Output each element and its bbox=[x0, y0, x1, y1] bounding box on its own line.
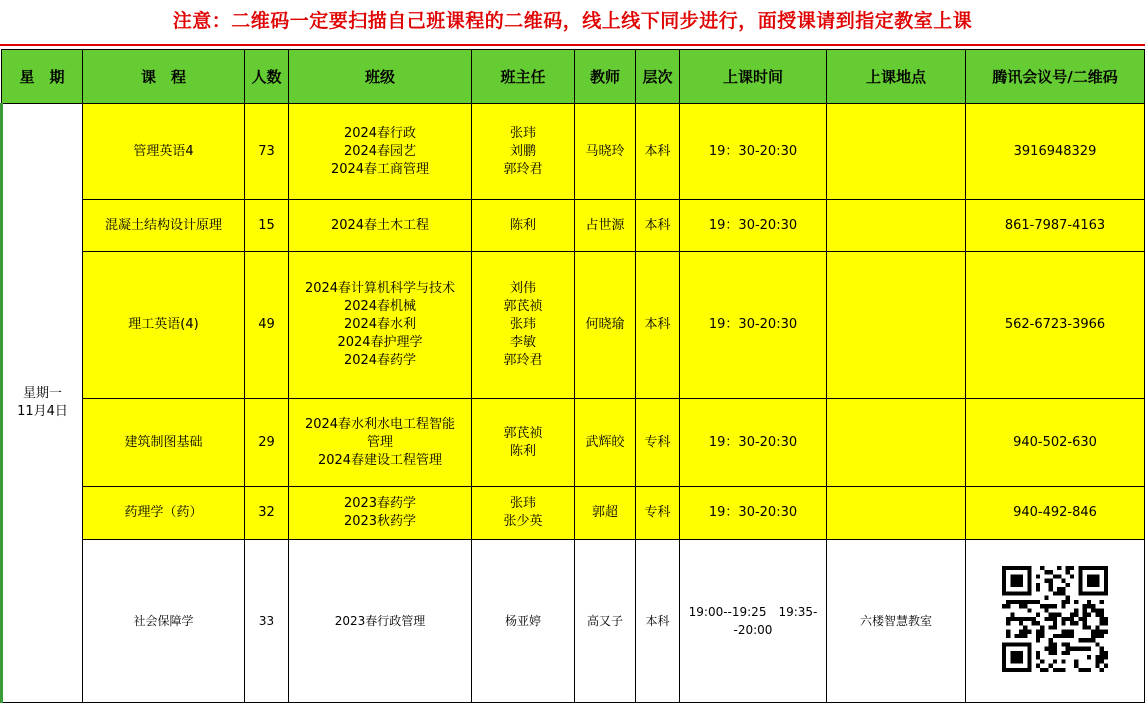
course-cell: 管理英语4 bbox=[83, 104, 245, 200]
class-line: 2023春药学 bbox=[343, 496, 417, 511]
time-line: -20:00 bbox=[733, 623, 773, 637]
qr-cell bbox=[966, 540, 1145, 703]
meeting-id-cell[interactable]: 940-492-846 bbox=[966, 487, 1145, 540]
header-meeting: 腾讯会议号/二维码 bbox=[966, 50, 1145, 104]
class-line: 2024春土木工程 bbox=[330, 217, 430, 233]
head-teacher-name: 郭芪祯 bbox=[503, 425, 543, 441]
place-cell bbox=[827, 252, 966, 399]
meeting-id-cell[interactable]: 861-7987-4163 bbox=[966, 200, 1145, 252]
level-cell: 本科 bbox=[636, 252, 680, 399]
course-cell: 社会保障学 bbox=[83, 540, 245, 703]
class-line: 2024春水利水电工程智能 bbox=[304, 416, 456, 432]
class-line: 2023春行政管理 bbox=[334, 614, 426, 628]
teacher-cell: 郭超 bbox=[575, 487, 636, 540]
head-teacher-cell bbox=[472, 487, 575, 540]
place-cell: 六楼智慧教室 bbox=[827, 540, 966, 703]
time-cell bbox=[680, 540, 827, 703]
class-line: 2024春行政 bbox=[343, 125, 417, 141]
header-teacher: 教师 bbox=[575, 50, 636, 104]
head-teacher-name: 杨亚婷 bbox=[504, 614, 541, 628]
head-teacher-name: 张少英 bbox=[503, 514, 543, 529]
teacher-cell: 马晓玲 bbox=[575, 104, 636, 200]
head-teacher-cell bbox=[472, 200, 575, 252]
table-row bbox=[2, 487, 1145, 540]
head-teacher-cell bbox=[472, 540, 575, 703]
header-head-teacher: 班主任 bbox=[472, 50, 575, 104]
class-line: 2024春药学 bbox=[343, 353, 417, 368]
teacher-cell: 武辉皎 bbox=[575, 399, 636, 487]
class-cell bbox=[289, 200, 472, 252]
head-teacher-name: 张玮 bbox=[509, 317, 536, 332]
time-line: 19:00--19:25 19:35- bbox=[688, 605, 818, 619]
count-cell: 32 bbox=[245, 487, 289, 540]
count-cell: 29 bbox=[245, 399, 289, 487]
head-teacher-cell bbox=[472, 252, 575, 399]
class-line: 2024春建设工程管理 bbox=[317, 452, 443, 468]
head-teacher-name: 郭芪祯 bbox=[503, 299, 543, 314]
header-place: 上课地点 bbox=[827, 50, 966, 104]
class-cell bbox=[289, 540, 472, 703]
course-cell: 混凝土结构设计原理 bbox=[83, 200, 245, 252]
meeting-id-cell[interactable]: 562-6723-3966 bbox=[966, 252, 1145, 399]
class-line: 2024春计算机科学与技术 bbox=[304, 281, 456, 296]
head-teacher-cell bbox=[472, 399, 575, 487]
table-row bbox=[2, 399, 1145, 487]
head-teacher-name: 张玮 bbox=[509, 125, 536, 141]
head-teacher-name: 郭玲君 bbox=[503, 161, 543, 177]
qr-code-icon[interactable] bbox=[1002, 566, 1108, 672]
place-cell bbox=[827, 200, 966, 252]
header-day: 星 期 bbox=[2, 50, 83, 104]
place-cell bbox=[827, 104, 966, 200]
table-row bbox=[2, 540, 1145, 703]
day-date: 11月4日 bbox=[17, 404, 68, 419]
class-line: 2023秋药学 bbox=[343, 514, 417, 529]
class-cell bbox=[289, 399, 472, 487]
head-teacher-name: 郭玲君 bbox=[503, 353, 543, 368]
level-cell: 专科 bbox=[636, 487, 680, 540]
schedule-table bbox=[0, 49, 1145, 703]
header-row bbox=[2, 50, 1145, 104]
course-cell: 建筑制图基础 bbox=[83, 399, 245, 487]
place-cell bbox=[827, 399, 966, 487]
place-cell bbox=[827, 487, 966, 540]
class-line: 2024春园艺 bbox=[343, 143, 417, 159]
class-line: 2024春机械 bbox=[343, 299, 417, 314]
header-level: 层次 bbox=[636, 50, 680, 104]
head-teacher-name: 陈利 bbox=[509, 443, 536, 459]
table-row bbox=[2, 200, 1145, 252]
course-cell: 药理学（药） bbox=[83, 487, 245, 540]
meeting-id-cell[interactable]: 3916948329 bbox=[966, 104, 1145, 200]
count-cell: 73 bbox=[245, 104, 289, 200]
head-teacher-name: 李敏 bbox=[509, 335, 536, 350]
table-row bbox=[2, 104, 1145, 200]
teacher-cell: 何晓瑜 bbox=[575, 252, 636, 399]
header-count: 人数 bbox=[245, 50, 289, 104]
count-cell: 33 bbox=[245, 540, 289, 703]
head-teacher-name: 陈利 bbox=[509, 217, 536, 233]
table-row bbox=[2, 252, 1145, 399]
head-teacher-name: 刘鹏 bbox=[509, 143, 536, 159]
time-cell: 19：30-20:30 bbox=[680, 200, 827, 252]
teacher-cell: 高又子 bbox=[575, 540, 636, 703]
course-cell: 理工英语(4) bbox=[83, 252, 245, 399]
head-teacher-name: 张玮 bbox=[509, 496, 536, 511]
class-cell bbox=[289, 252, 472, 399]
notice-text: 注意：二维码一定要扫描自己班课程的二维码，线上线下同步进行，面授课请到指定教室上课 bbox=[172, 10, 973, 32]
notice-underline bbox=[0, 44, 1145, 46]
class-line: 管理 bbox=[366, 434, 393, 450]
day-cell bbox=[2, 104, 83, 703]
count-cell: 49 bbox=[245, 252, 289, 399]
class-line: 2024春工商管理 bbox=[330, 161, 430, 177]
header-course: 课 程 bbox=[83, 50, 245, 104]
level-cell: 本科 bbox=[636, 104, 680, 200]
count-cell: 15 bbox=[245, 200, 289, 252]
header-class: 班级 bbox=[289, 50, 472, 104]
qr-code-graphic bbox=[1002, 566, 1108, 672]
head-teacher-name: 刘伟 bbox=[509, 281, 536, 296]
time-cell: 19：30-20:30 bbox=[680, 104, 827, 200]
level-cell: 本科 bbox=[636, 200, 680, 252]
meeting-id-cell[interactable]: 940-502-630 bbox=[966, 399, 1145, 487]
time-cell: 19：30-20:30 bbox=[680, 252, 827, 399]
level-cell: 专科 bbox=[636, 399, 680, 487]
head-teacher-cell bbox=[472, 104, 575, 200]
day-name: 星期一 bbox=[22, 386, 62, 401]
time-cell: 19：30-20:30 bbox=[680, 487, 827, 540]
level-cell: 本科 bbox=[636, 540, 680, 703]
teacher-cell: 占世源 bbox=[575, 200, 636, 252]
class-cell bbox=[289, 487, 472, 540]
header-time: 上课时间 bbox=[680, 50, 827, 104]
class-line: 2024春水利 bbox=[343, 317, 417, 332]
class-cell bbox=[289, 104, 472, 200]
time-cell: 19：30-20:30 bbox=[680, 399, 827, 487]
class-line: 2024春护理学 bbox=[337, 335, 423, 350]
